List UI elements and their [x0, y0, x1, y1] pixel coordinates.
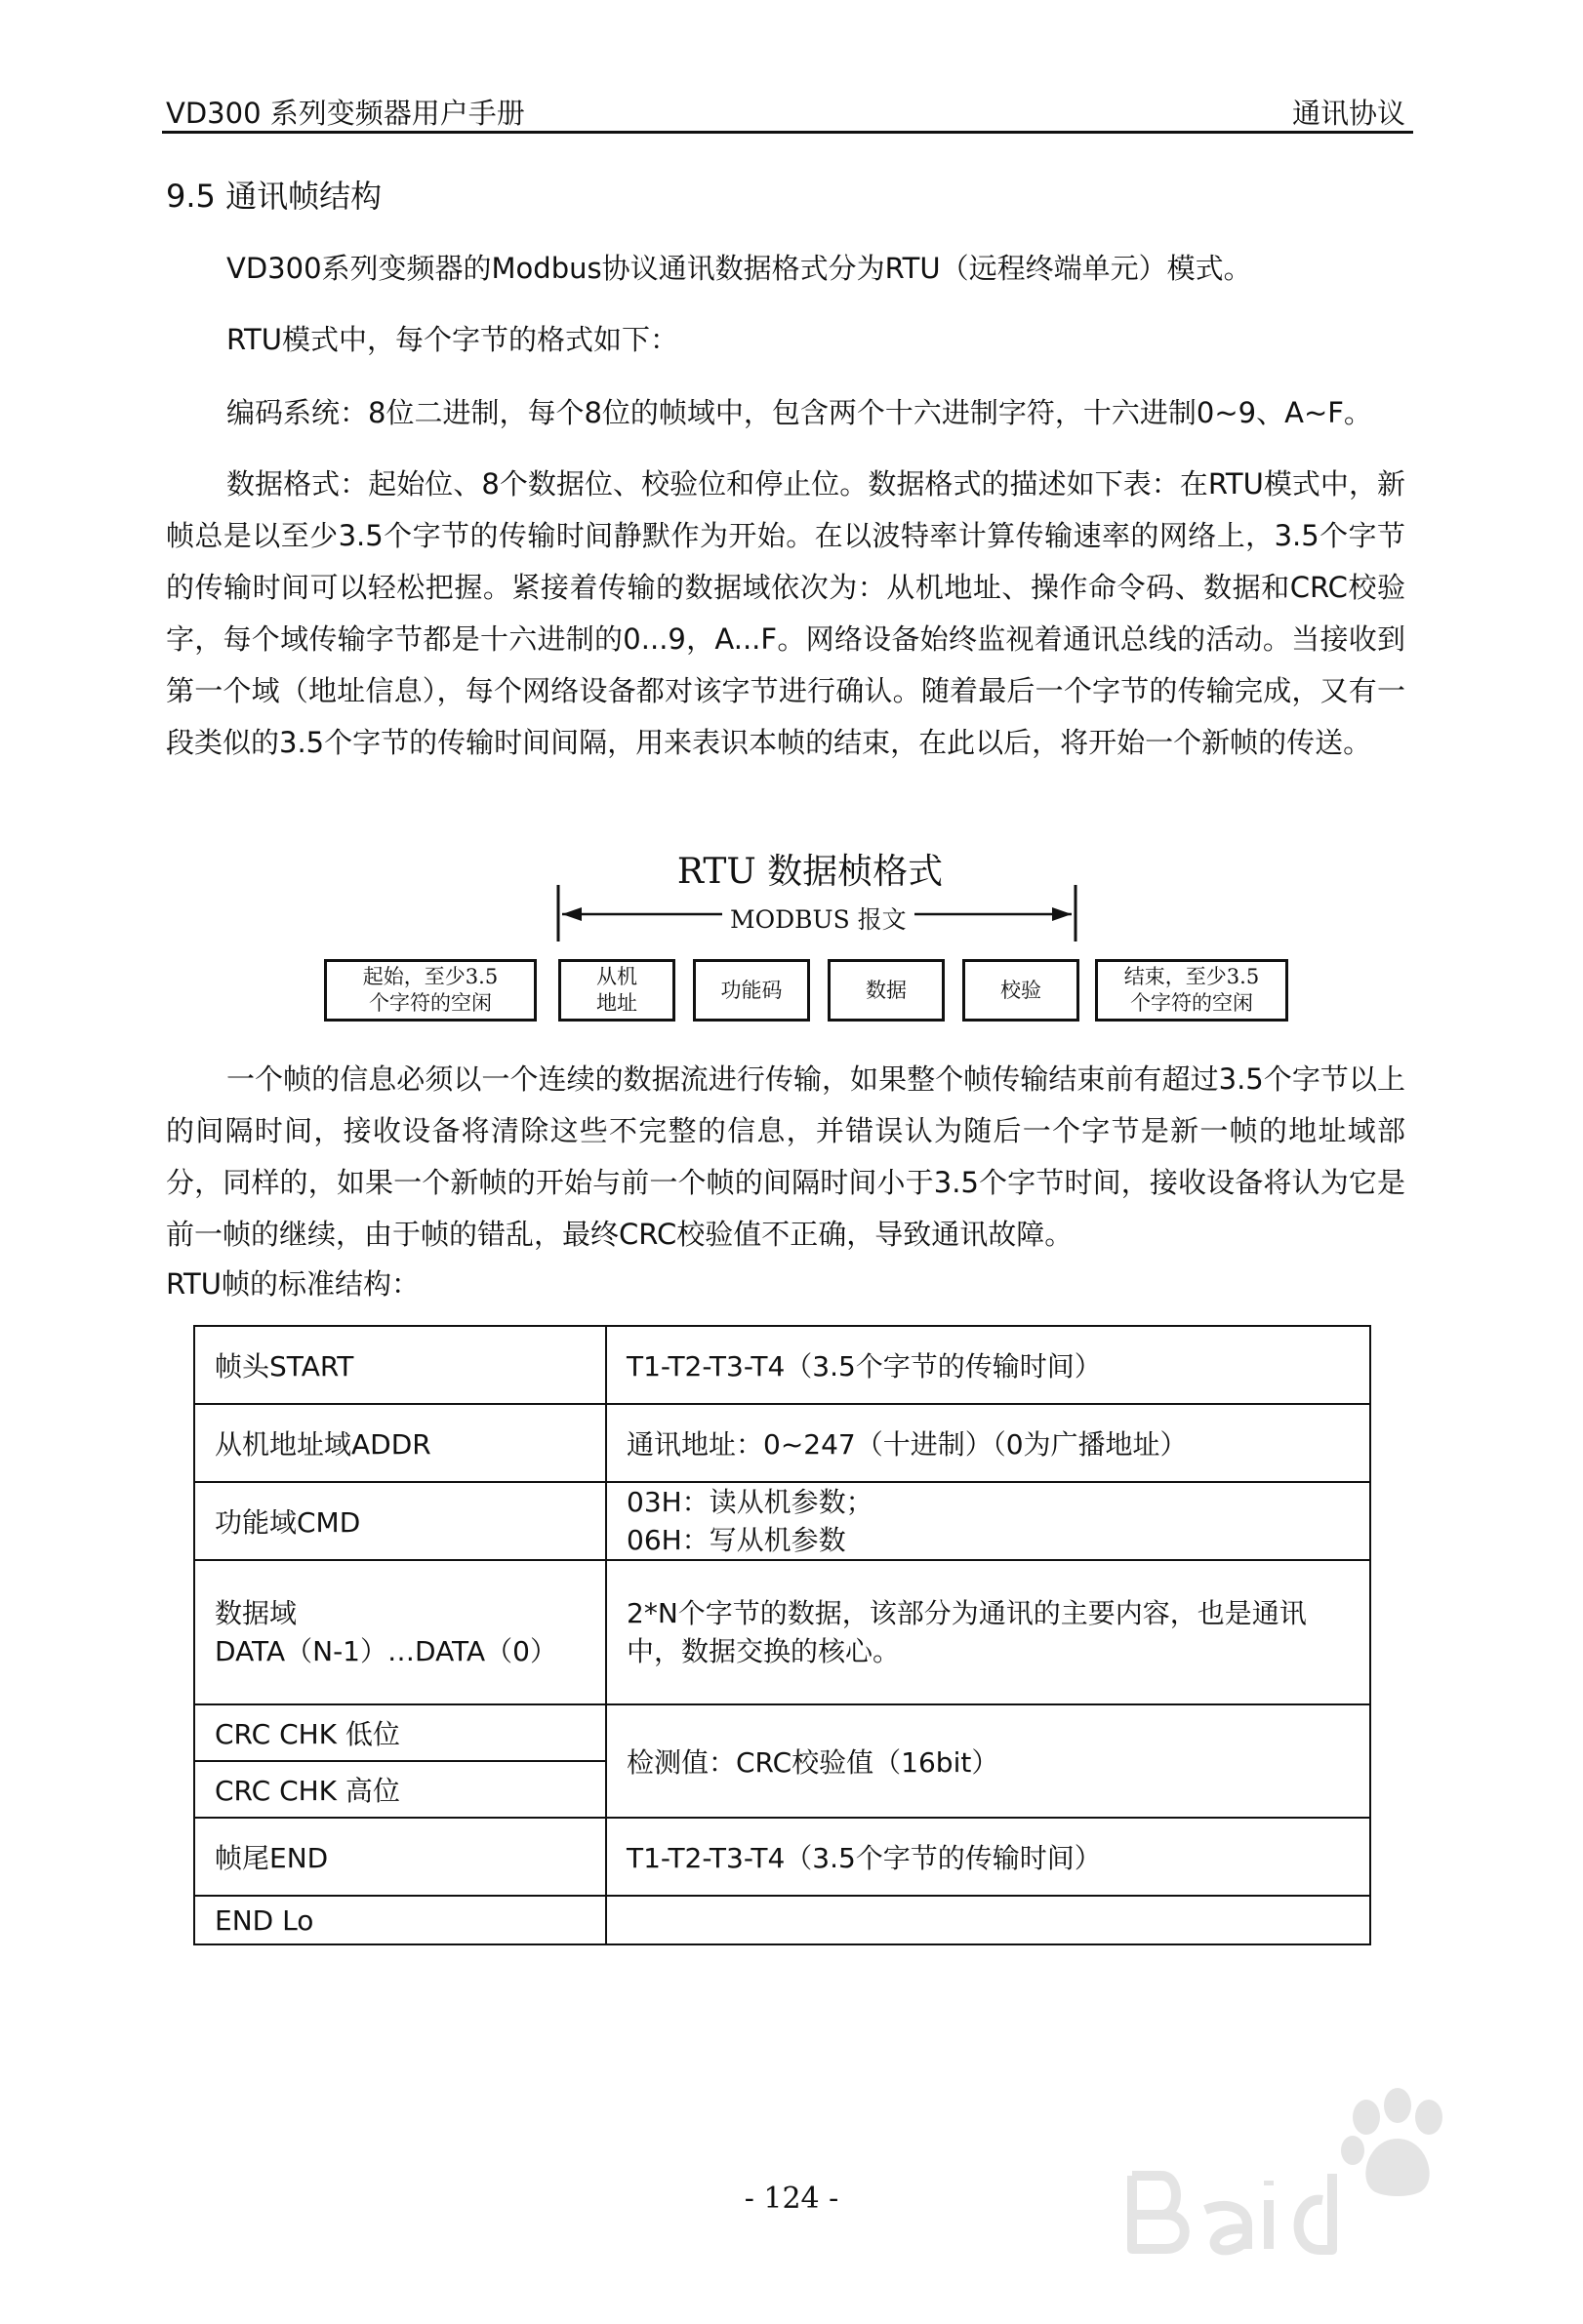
- section-title: 9.5 通讯帧结构: [166, 178, 383, 215]
- table-cell-field: CRC CHK 低位: [194, 1704, 606, 1761]
- paragraph-data-format: 数据格式：起始位、8个数据位、校验位和停止位。数据格式的描述如下表：在RTU模式中，新帧总是以至少3.5个字节的传输时间静默作为开始。在以波特率计算传输速率的网络上，3.5个字节的传输时间可以轻松把握。紧接着传输的数据域依次为：从机地址、操作命令码、数据和CRC校验字，每个域传输字节都是十六进制的0...9，A...F。网络设备始终监视着通讯总线的活动。当接收到第一个域（地址信息），每个网络设备都对该字节进行确认。随着最后一个字节的传输完成，又有一段类似的3.5个字节的传输时间间隔，用来表识本帧的结束，在此以后，将开始一个新帧的传送。: [166, 467, 1405, 759]
- diagram-box-function: 功能码: [693, 959, 810, 1022]
- table-cell-field: 从机地址域ADDR: [194, 1404, 606, 1482]
- header-manual-title: VD300 系列变频器用户手册: [166, 97, 525, 130]
- table-row: [194, 1560, 1370, 1704]
- table-cell-desc: 2*N个字节的数据，该部分为通讯的主要内容，也是通讯中，数据交换的核心。: [606, 1560, 1370, 1704]
- table-cell-field: 帧尾END: [194, 1818, 606, 1896]
- rtu-frame-diagram: [322, 834, 1298, 1039]
- paragraph-standard-structure: RTU帧的标准结构：: [166, 1267, 420, 1301]
- table-cell-field: 帧头START: [194, 1326, 606, 1404]
- table-cell-field: 数据域 DATA（N-1）…DATA（0）: [194, 1560, 606, 1704]
- diagram-title: RTU 数据桢格式: [676, 852, 944, 892]
- diagram-box-address: 从机 地址: [558, 959, 675, 1022]
- page-header: [162, 86, 1413, 134]
- diagram-box-end: 结束，至少3.5 个字符的空闲: [1095, 959, 1288, 1022]
- page-number: - 124 -: [744, 2182, 839, 2216]
- baidu-watermark-logo: [1122, 2078, 1485, 2293]
- table-cell-field: 功能域CMD: [194, 1482, 606, 1560]
- table-row: [194, 1404, 1370, 1482]
- table-cell-desc: 检测值：CRC校验值（16bit）: [606, 1704, 1370, 1818]
- table-cell-desc: 03H：读从机参数； 06H：写从机参数: [606, 1482, 1370, 1560]
- table-cell-desc: T1-T2-T3-T4（3.5个字节的传输时间）: [606, 1818, 1370, 1896]
- table-row: [194, 1326, 1370, 1404]
- table-cell-field: END Lo: [194, 1896, 606, 1944]
- table-cell-desc: T1-T2-T3-T4（3.5个字节的传输时间）: [606, 1326, 1370, 1404]
- table-row: [194, 1896, 1370, 1944]
- paragraph-frame-rules: 一个帧的信息必须以一个连续的数据流进行传输，如果整个帧传输结束前有超过3.5个字节以上的间隔时间，接收设备将清除这些不完整的信息，并错误认为随后一个字节是新一帧的地址域部分，同样的，如果一个新帧的开始与前一个帧的间隔时间小于3.5个字节时间，接收设备将认为它是前一帧的继续，由于帧的错乱，最终CRC校验值不正确，导致通讯故障。: [166, 1062, 1405, 1251]
- diagram-box-checksum: 校验: [962, 959, 1079, 1022]
- header-chapter-title: 通讯协议: [1291, 97, 1405, 130]
- paragraph-encoding: 编码系统：8位二进制，每个8位的帧域中，包含两个十六进制字符，十六进制0~9、A~F。: [226, 396, 1372, 429]
- table-row: [194, 1704, 1370, 1761]
- table-cell-field: CRC CHK 高位: [194, 1761, 606, 1818]
- paragraph-intro: VD300系列变频器的Modbus协议通讯数据格式分为RTU（远程终端单元）模式。: [226, 252, 1252, 285]
- table-row: [194, 1482, 1370, 1560]
- diagram-box-start: 起始，至少3.5 个字符的空闲: [324, 959, 537, 1022]
- paragraph-rtu-mode: RTU模式中，每个字节的格式如下：: [226, 323, 678, 356]
- diagram-box-data: 数据: [828, 959, 945, 1022]
- table-cell-desc: [606, 1896, 1370, 1944]
- diagram-arrow-label: MODBUS 报文: [722, 901, 914, 936]
- table-cell-desc: 通讯地址：0~247（十进制）（0为广播地址）: [606, 1404, 1370, 1482]
- table-row: [194, 1818, 1370, 1896]
- rtu-frame-table: [193, 1325, 1371, 1945]
